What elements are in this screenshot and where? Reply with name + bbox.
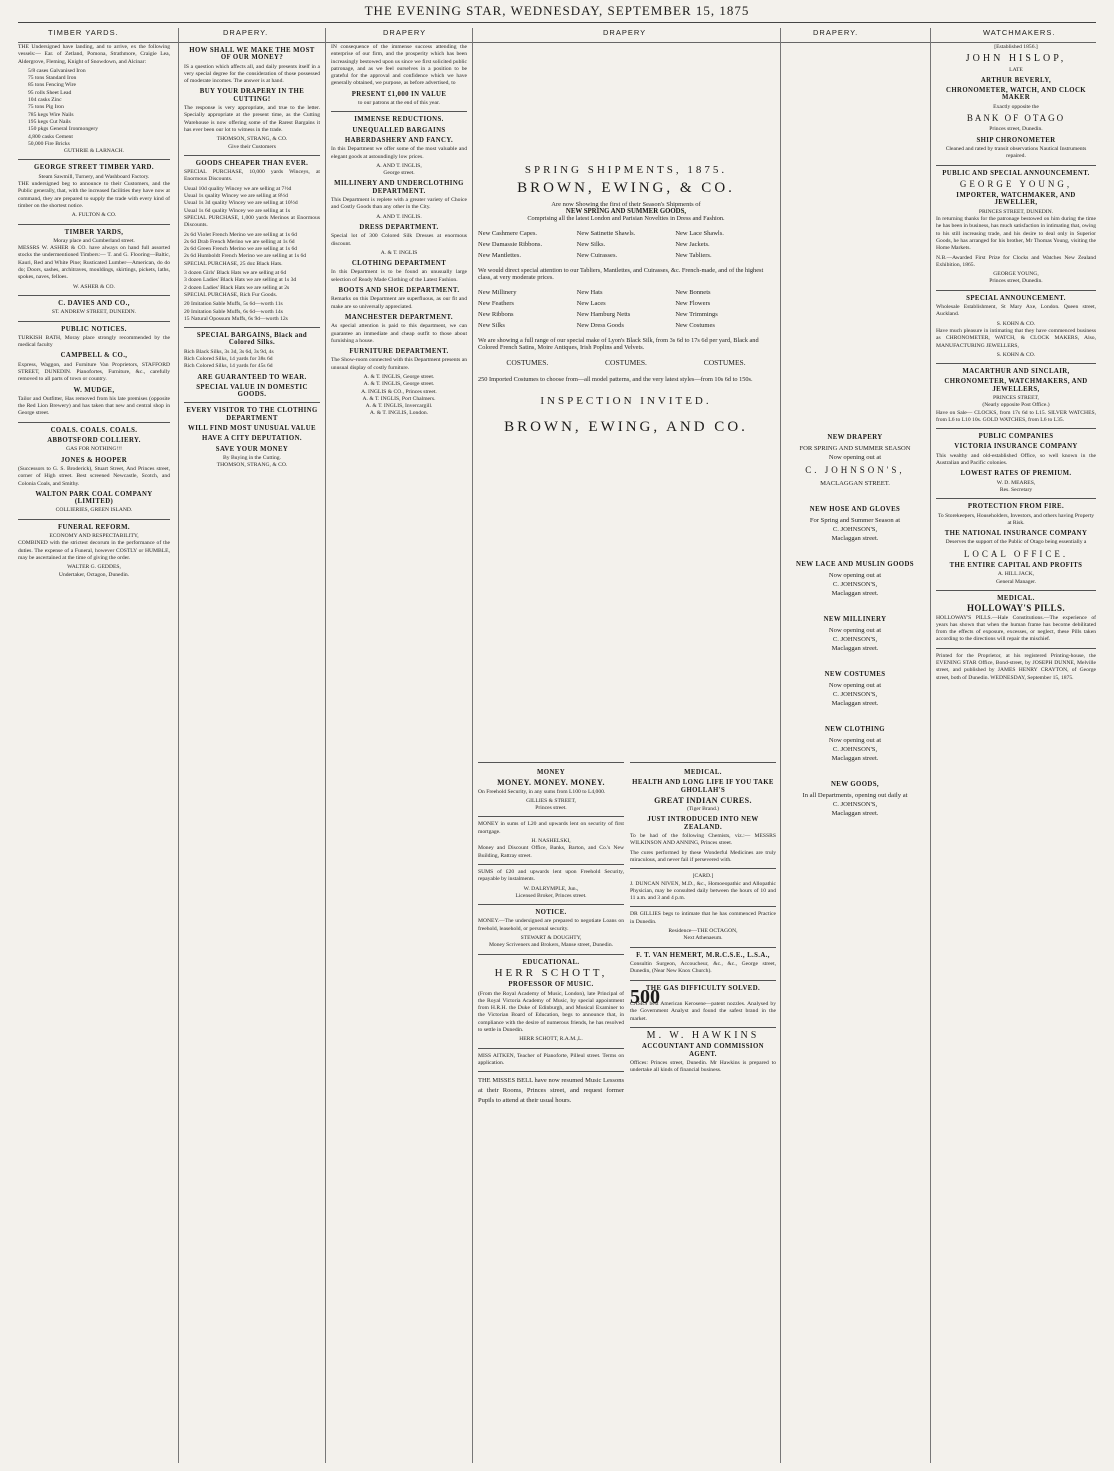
column-timber: THE Undersigned have landing, and to arrive, ex the following vessels:— Ear. of Zetland, Pomona, Strathmore, Craigie Lea, Aldergrove, Fleming, Knight of Snowdown, and Alcinar: 5/8 cases Galvanised Iron 75 tons Standard Iron 85 tons Fencing Wire 95 rolls Sheet Lead 104 casks Zinc 75 tons Pig Iron 785 kegs Wire Nails 195 kegs Cut Nails 150 pkgs General Ironmongery 4,800 casks Cement 50,000 Fire Bricks GUTHRIE & LARNACH. GEORGE STREET TIMBER YARD. Steam Sawmill, Turnery, and Washboard Factory. THE undersigned beg to announce to their Customers, and the Public generally, that, with the increased facilities they have now at command, they are prepared to supply the trade with every kind of timber on the shortest notice. A. FULTON & CO. TIMBER YARDS, Moray place and Cumberland street. MESSRS W. ASHER & CO. have always on hand full assorted stocks the undermentioned Timbers:— T. and G. Flooring—Baltic, Kauri, Red and White Pine; Rusticated Lumber—American, do do do; Doors, sashes, architraves, mouldings, skirtings, pickets, laths, spokes, naves, felloes. W. ASHER & CO. C. DAVIES AND CO., ST. ANDREW STREET, DUNEDIN. PUBLIC NOTICES. TURKISH BATH, Moray place strongly recommended by the medical faculty CAMPBELL & CO., Express, Waggon, and Furniture Van Proprietors, STAFFORD STREET, DUNEDIN. Pianofortes, Furniture, &c., carefully removed to all parts of town or country. W. MUDGE, Tailor and Outfitter, Has removed from his late premises (opposite the Red Lion Brewery) and has taken that new and central shop in George street. COALS. COALS. COALS. ABBOTSFORD COLLIERY. GAS FOR NOTHING!!! JONES & HOOPER (Successors to G. S. Broderick), Stuart Street, And Princes street, corner of High street. Best screened Newcastle, Scotch, and Colonia Coals, and Smithy. WALTON PARK COAL COMPANY (LIMITED) COLLIERIES, GREEN ISLAND. FUNERAL REFORM. ECONOMY AND RESPECTABILITY, COMBINED with the strictest decorum in the performance of the duties. The expense of a Funeral, however COSTLY or HUMBLE, may be ascertained at the time of giving the order. WALTER G. GEDDES, Undertaker, Octagon, Dunedin.	[18, 44, 170, 578]
public-companies-heading: PUBLIC COMPANIES	[978, 433, 1054, 441]
column-watchmakers: [Established 1856.] JOHN HISLOP, LATE ARTHUR BEVERLY, CHRONOMETER, WATCH, AND CLOCK MAKER Exactly opposite the BANK OF OTAGO Princes street, Dunedin. SHIP CHRONOMETER Cleaned and rated by transit observations Nautical Instruments repaired. PUBLIC AND SPECIAL ANNOUNCEMENT. GEORGE YOUNG, IMPORTER, WATCHMAKER, AND JEWELLER, PRINCES STREET, DUNEDIN. In returning thanks for the patronage bestowed on him during the time he has been in business, has much satisfaction in intimating that, owing to his still increasing trade, and his desire to deal only in Superior Goods, he has arranged for his brother, Mr Thomas Young, visiting the Home Markets. N.B.—Awarded First Prize for Clocks and Watches New Zealand Exhibition, 1865. GEORGE YOUNG, Princes street, Dunedin. SPECIAL ANNOUNCEMENT. Wholesale Establishment, St Mary Axe, London. Queen street, Auckland. S. KOHN & CO. Have much pleasure in intimating that they have commenced business as CHRONOMETER, WATCH, & CLOCK MAKERS, Also, MANUFACTURING JEWELLERS, S. KOHN & CO. MACARTHUR AND SINCLAIR, CHRONOMETER, WATCHMAKERS, AND JEWELLERS, PRINCES STREET, (Nearly opposite Post Office.) Have on Sale— CLOCKS, from 17s 6d to L15. SILVER WATCHES, from L6 to L10 10s. GOLD WATCHES, from L6 to L35. PUBLIC COMPANIES VICTORIA INSURANCE COMPANY This wealthy and old-established Office, so well known in the Australian and Pacific colonies. LOWEST RATES OF PREMIUM. W. D. MEARES, Res. Secretary PROTECTION FROM FIRE. To Storekeepers, Householders, Investors, and others having Property at Risk. THE NATIONAL INSURANCE COMPANY Deserves the support of the Public of Otago being essentially a LOCAL OFFICE. THE ENTIRE CAPITAL AND PROFITS A. HILL JACK, General Manager. MEDICAL. HOLLOWAY'S PILLS. HOLLOWAY'S PILLS.—Hale Constitutions.—The experience of years has shown that when the human frame has become debilitated from the effects of exposure, excesses, or neglect, these Pills taken according to the directions will repair the mischief. Printed for the Proprietor, at his registered Printing-house, the EVENING STAR Office, Bond-street, by JOSEPH DUNNE, Melville street, and published by JAMES HENRY CRAYTON, of George street, both of Dunedin. WEDNESDAY, September 15, 1875.	[936, 44, 1096, 681]
column-medical: MEDICAL. HEALTH AND LONG LIFE IF YOU TAKE GHOLLAH'S GREAT INDIAN CURES. (Tiger Brand.) JUST INTRODUCED INTO NEW ZEALAND. To be had of the following Chemists, viz.:— MESSRS WILKINSON AND ANNING, Princes street. The cures performed by these Wonderful Medicines are truly miraculous, and never fail if persevered with. [CARD.] J. DUNCAN NIVEN, M.D., &c., Homoeopathic and Allopathic Physician, may be consulted daily between the hours of 10 and 11 a.m. and 3 and 4 p.m. DR GILLIES begs to intimate that he has commenced Practice in Dunedin. Residence—THE OCTAGON, Next Athenaeum. F. T. VAN HEMERT, M.R.C.S.E., L.S.A., Consultin Surgeon, Accoucheur, &c., &c., George street, Dunedin, (Near New Knox Church). THE GAS DIFFICULTY SOLVED. 500 CASES best American Kerosene—patent nozzles. Analysed by the Government Analyst and found the safest brand in the market. M. W. HAWKINS ACCOUNTANT AND COMMISSION AGENT. Offices: Princes street, Dunedin. Mr Hawkins is prepared to undertake all kinds of financial business.	[630, 762, 776, 1456]
spring-shipments-title: SPRING SHIPMENTS, 1875.	[524, 164, 728, 176]
ad-davies-title: C. DAVIES AND CO.,	[58, 299, 130, 307]
brown-ewing-advert: SPRING SHIPMENTS, 1875. BROWN, EWING, & CO. Are now Showing the first of their Season's Shipments of NEW SPRING AND SUMMER GOODS, Comprising all the latest London and Parisian Novelties in Dress and Fashion. New Cashmere Capes. New Satinette Shawls. New Lace Shawls. New Damassie Ribbons. New Silks. New Jackets. New Mantlettes. New Cuirasses. New Tabliers. We would direct special attention to our Tabliers, Mantlettes, and Cuirasses, &c. French-made, and of the highest class, at very moderate prices. New Millinery New Hats New Bonnets New Feathers New Laces New Flowers New Ribbons New Hamburg Netts New Trimmings New Silks New Dress Goods New Costumes We are showing a full range of our special make of Lyon's Black Silk, from 3s 6d to 17s 6d per yard, Black and Colored French Satins, Moire Antiques, Irish Poplins and Velvets. COSTUMES. COSTUMES. COSTUMES. 250 Imported Costumes to choose from—all model patterns, and the very latest styles—from 10s 6d to 150s. INSPECTION INVITED. BROWN, EWING, AND CO.	[478, 160, 774, 440]
col-head-drapery-4: DRAPERY.	[813, 28, 859, 37]
column-johnson: NEW DRAPERY FOR SPRING AND SUMMER SEASON Now opening out at C. JOHNSON'S, MACLAGGAN STREET. NEW HOSE AND GLOVES For Spring and Summer Season at C. JOHNSON'S, Maclaggan street. NEW LACE AND MUSLIN GOODS Now opening out at C. JOHNSON'S, Maclaggan street. NEW MILLINERY Now opening out at C. JOHNSON'S, Maclaggan street. NEW COSTUMES Now opening out at C. JOHNSON'S, Maclaggan street. NEW CLOTHING Now opening out at C. JOHNSON'S, Maclaggan street. NEW GOODS, In all Departments, opening out daily at C. JOHNSON'S, Maclaggan street.	[796, 434, 914, 817]
educational-heading: EDUCATIONAL.	[522, 958, 580, 966]
col-head-drapery-1: DRAPERY.	[223, 28, 269, 37]
column-drapery-inglis: IN consequence of the immense success attending the enterprise of our firm, and the prosperity which has been increasingly bestowed upon us since we first solicited public patronage, and as we feel ourselves in a position to be grateful for the approval and confidence which we have generally obtained, we purpose, as before advertised, to PRESENT £1,000 IN VALUE to our patrons at the end of this year. IMMENSE REDUCTIONS. UNEQUALLED BARGAINS HABERDASHERY AND FANCY. In this Department we offer some of the most valuable and elegant goods at astoundingly low prices. A. AND T. INGLIS, George street. MILLINERY AND UNDERCLOTHING DEPARTMENT. This Department is replete with a greater variety of Choice and Costly Goods than any other in the City. A. AND T. INGLIS. DRESS DEPARTMENT. Special lot of 300 Colored Silk Dresses at enormous discount. A. & T. INGLIS CLOTHING DEPARTMENT In this Department is to be found an unusually large selection of Ready Made Clothing of the Latest Fashion. BOOTS AND SHOE DEPARTMENT. Remarks on this Department are superfluous, as our fit and make are so universally appreciated. MANCHESTER DEPARTMENT. As special attention is paid to this department, we can guarantee an immediate and cheap outfit to those about furnishing a house. FURNITURE DEPARTMENT. The Show-room connected with this Department presents an unusual display of costly furniture. A. & T. INGLIS, George street. A. & T. INGLIS, George street. A. INGLIS & CO., Princes street. A. & T. INGLIS, Port Chalmers. A. & T. INGLIS, Invercargill. A. & T. INGLIS, London.	[331, 44, 467, 417]
column-money: MONEY MONEY. MONEY. MONEY. On Freehold Security, in any sums from L100 to L4,000. GILLIES & STREET, Princes street. MONEY in sums of L20 and upwards lent on security of first mortgage. H. NASHELSKI, Money and Discount Office, Banks, Barton, and Co.'s New Building, Rattray street. SUMS of £20 and upwards lent upon Freehold Security, repayable by instalments. W. DALRYMPLE, Jun., Licensed Broker, Princes street. NOTICE. MONEY.—The undersigned are prepared to negotiate Loans on freehold, leasehold, or personal security. STEWART & DOUGHTY, Money Scriveners and Brokers, Manse street, Dunedin. EDUCATIONAL. HERR SCHOTT, PROFESSOR OF MUSIC. (From the Royal Academy of Music, London), late Principal of the Royal Victoria Academy of Music, by special appointment from H.R.H. the Duke of Edinburgh, and Musical Examiner to the Victorian Board of Education, begs to announce that, in compliance with the desire of numerous friends, he has resolved to settle in Dunedin. HERR SCHOTT, R.A.M.,L. MISS AITKEN, Teacher of Pianoforte, Pilleul street. Terms on application. THE MISSES BELL have now resumed Music Lessons at their Rooms, Princes street, and request former Pupils to attend at their usual hours.	[478, 762, 624, 1456]
ad-guthrie-sign: GUTHRIE & LARNACH.	[63, 148, 125, 155]
printer-imprint: Printed for the Proprietor, at his registered Printing-house, the EVENING STAR Office, Bond-street, by JOSEPH DUNNE, Melville street, and published by JAMES HENRY CRAYTON, of George street, both of Dunedin. WEDNESDAY, September 15, 1875.	[936, 652, 1096, 681]
public-notices-heading: PUBLIC NOTICES.	[61, 325, 127, 333]
column-headers	[18, 28, 1096, 43]
brown-ewing-firm: BROWN, EWING, & CO.	[517, 180, 735, 196]
ad-guthrie-text: THE Undersigned have landing, and to arrive, ex the following vessels:— Ear. of Zetland, Pomona, Strathmore, Craigie Lea, Aldergrove, Fleming, Knight of Snowdown, and Alcinar:	[18, 44, 170, 65]
col-head-drapery-3: DRAPERY	[603, 28, 647, 37]
masthead: THE EVENING STAR, WEDNESDAY, SEPTEMBER 15, 1875	[18, 0, 1096, 23]
col-head-watchmakers: WATCHMAKERS.	[983, 28, 1056, 37]
money-heading: MONEY	[536, 769, 566, 776]
col-head-timber: TIMBER YARDS.	[48, 28, 119, 37]
col-head-drapery-2: DRAPERY	[383, 28, 427, 37]
ad-timber-yards-title: TIMBER YARDS,	[64, 228, 124, 236]
coals-heading: COALS. COALS. COALS.	[50, 426, 138, 434]
ad-george-street-title: GEORGE STREET TIMBER YARD.	[34, 164, 154, 172]
question-heading: HOW SHALL WE MAKE THE MOST OF OUR MONEY?	[189, 47, 315, 62]
column-drapery-thomson: HOW SHALL WE MAKE THE MOST OF OUR MONEY? IS a question which affects all, and daily presents itself in a very special degree for the consideration of those possessed of moderate incomes. The answer is at hand. BUY YOUR DRAPERY IN THE CUTTING! The response is very appropriate, and true to the letter. Specially appropriate at the present time, as the Cutting Warehouse is now offering some of the Rarest Bargains it has ever been our lot to witness in the trade. THOMSON, STRANG, & CO. Give their Customers GOODS CHEAPER THAN EVER. SPECIAL PURCHASE, 10,000 yards Winceys, at Enormous Discounts. Usual 10d quality Wincey we are selling at 7½d Usual 1s quality Wincey we are selling at 8½d Usual 1s 3d quality Wincey we are selling at 10½d Usual 1s 6d quality Wincey we are selling at 1s SPECIAL PURCHASE, 1,000 yards Merinos at Enormous Discounts. 2s 6d Violet French Merino we are selling at 1s 6d 2s 6d Drab French Merino we are selling at 1s 6d 2s 6d Green French Merino we are selling at 1s 6d 2s 6d Humboldt French Merino we are selling at 1s 6d SPECIAL PURCHASE, 25 doz Black Hats. 3 dozen Girls' Black Hats we are selling at 6d 3 dozen Ladies' Black Hats we are selling at 1s 3d 2 dozen Ladies' Black Hats we are selling at 2s SPECIAL PURCHASE, Rich Fur Goods. 20 Imitation Sable Muffs, 5s 6d—worth 11s 20 Imitation Sable Muffs, 6s 6d—worth 14s 15 Natural Opossum Muffs, 6s 9d—worth 12s SPECIAL BARGAINS, Black and Colored Silks. Rich Black Silks, 3s 3d, 3s 6d, 3s 9d, 4s Rich Colored Silks, 14 yards for 38s 6d Rich Colored Silks, 14 yards for 45s 6d ARE GUARANTEED TO WEAR. SPECIAL VALUE IN DOMESTIC GOODS. EVERY VISITOR TO THE CLOTHING DEPARTMENT WILL FIND MOST UNUSUAL VALUE HAVE A CITY DEPUTATION. SAVE YOUR MONEY By Buying in the Cutting. THOMSON, STRANG, & CO.	[184, 47, 320, 469]
medical-heading: MEDICAL.	[684, 769, 722, 776]
funeral-reform-heading: FUNERAL REFORM.	[57, 523, 131, 531]
